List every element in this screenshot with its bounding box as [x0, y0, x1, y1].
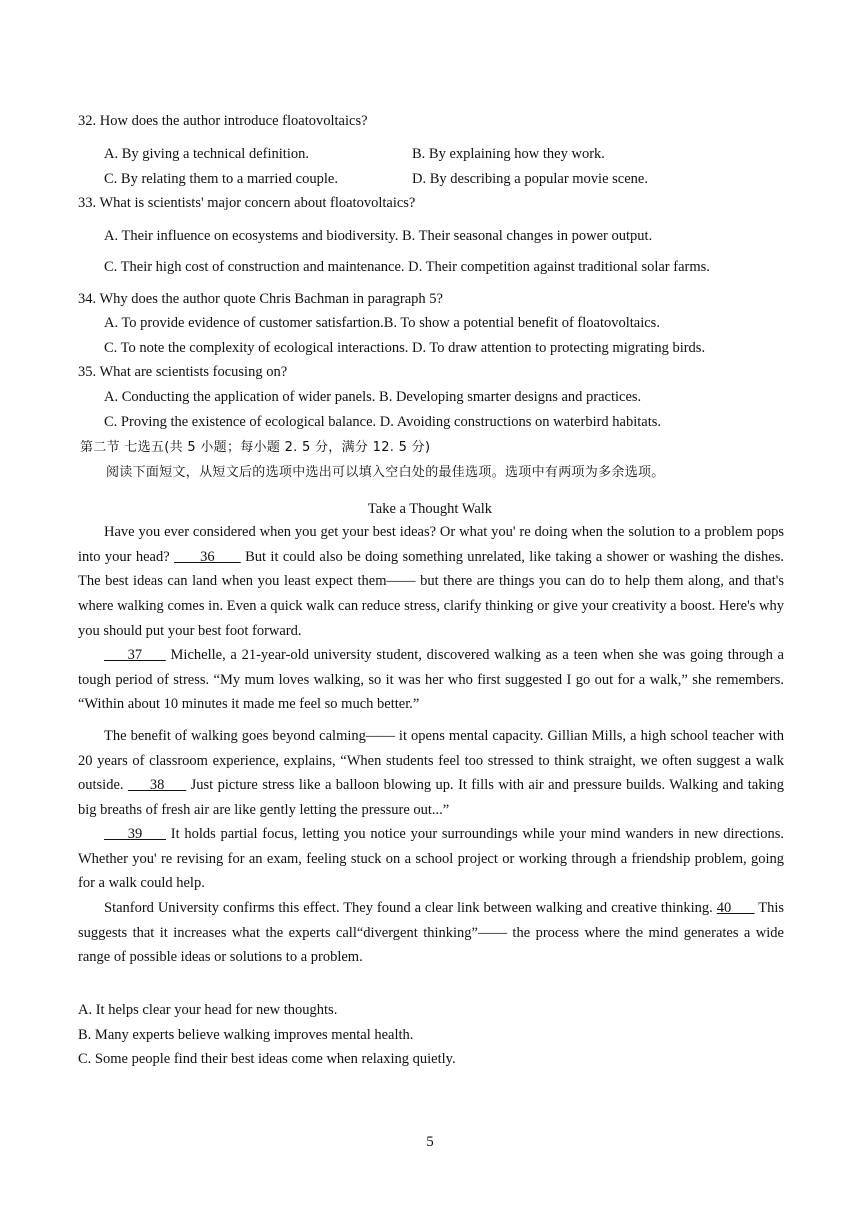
- passage-paragraph-4: [78, 822, 784, 896]
- paragraph-2-text: Michelle, a 21-year-old university student, discovered walking as a teen when she was going through a tough period of stress. “My mum loves walking, so it was her who first suggested I go out for a walk,” she remembers. “Within about 10 minutes it made me feel so much better.”: [78, 647, 784, 713]
- option-c: C. Some people find their best ideas come when relaxing quietly.: [78, 1051, 456, 1067]
- blank-38: 38: [127, 777, 187, 794]
- question-32-option-d: D. By describing a popular movie scene.: [412, 171, 648, 187]
- paragraph-3-text-b: Just picture stress like a balloon blowing up. It fills with air and pressure builds. Walking and taking big breaths of fresh air are like gently letting the pressure out...”: [78, 777, 785, 819]
- section-instruction: 阅读下面短文，从短文后的选项中选出可以填入空白处的最佳选项。选项中有两项为多余选项。: [106, 465, 665, 480]
- question-33-options-ab: A. Their influence on ecosystems and biodiversity. B. Their seasonal changes in power output.: [104, 228, 653, 244]
- passage-title: Take a Thought Walk: [367, 501, 493, 517]
- blank-39: 39: [104, 826, 166, 842]
- question-33-stem: 33. What is scientists' major concern about floatovoltaics?: [78, 195, 416, 211]
- question-35-options-cd: C. Proving the existence of ecological balance. D. Avoiding constructions on waterbird habitats.: [104, 414, 662, 430]
- passage-paragraph-5: [78, 896, 784, 970]
- passage-paragraph-1: [78, 520, 784, 644]
- paragraph-5-text-a: Stanford University confirms this effect. They found a clear link between walking and creative thinking.: [104, 900, 717, 916]
- passage-paragraph-2: [78, 643, 784, 717]
- question-34-options-cd: C. To note the complexity of ecological interactions. D. To draw attention to protecting migrating birds.: [104, 340, 706, 356]
- question-32-option-b: B. By explaining how they work.: [412, 146, 605, 162]
- paragraph-5-text-b: This suggests that it increases what the experts call“divergent thinking”—— the process where the mind generates a wide range of possible ideas or solutions to a problem.: [78, 900, 784, 966]
- blank-36: 36: [174, 548, 241, 565]
- question-33-options-cd: C. Their high cost of construction and maintenance. D. Their competition against traditional solar farms.: [104, 259, 710, 275]
- question-34-stem: 34. Why does the author quote Chris Bachman in paragraph 5?: [78, 291, 443, 307]
- question-35-stem: 35. What are scientists focusing on?: [78, 364, 288, 380]
- section-heading: 第二节 七选五(共 5 小题；每小题 2. 5 分，满分 12. 5 分): [80, 440, 431, 455]
- question-32-option-c: C. By relating them to a married couple.: [104, 171, 338, 187]
- question-32-option-a: A. By giving a technical definition.: [104, 146, 309, 162]
- option-b: B. Many experts believe walking improves mental health.: [78, 1027, 414, 1043]
- blank-37: 37: [104, 647, 166, 663]
- passage-paragraph-3: [78, 724, 784, 823]
- page-number: 5: [426, 1134, 434, 1150]
- question-35-options-ab: A. Conducting the application of wider panels. B. Developing smarter designs and practices.: [104, 389, 642, 405]
- paragraph-1-text-b: But it could also be doing something unrelated, like taking a shower or washing the dishes. The best ideas can land when you least expect them—— but there are things you can do to help them along, and that's where walking comes in. Even a quick walk can reduce stress, clarify thinking or give your creativity a boost. Here's why you should put your best foot forward.: [78, 548, 784, 639]
- paragraph-3-text-a: The benefit of walking goes beyond calming—— it opens mental capacity. Gillian Mills, a high school teacher with 20 years of classroom experience, explains, “When students feel too stressed to think straight, we often suggest a walk outside.: [78, 728, 784, 794]
- option-a: A. It helps clear your head for new thoughts.: [78, 1002, 338, 1018]
- question-32-stem: 32. How does the author introduce floatovoltaics?: [78, 113, 368, 129]
- question-34-options-ab: A. To provide evidence of customer satisfartion.B. To show a potential benefit of floatovoltaics.: [104, 315, 660, 331]
- paragraph-4-text: It holds partial focus, letting you notice your surroundings while your mind wanders in new directions. Whether you' re revising for an exam, feeling stuck on a school project or working through a friendship problem, going for a walk could help.: [78, 826, 785, 892]
- paragraph-1-text-a: Have you ever considered when you get your best ideas? Or what you' re doing when the solution to a problem pops into your head?: [78, 524, 784, 565]
- blank-40: 40: [716, 900, 755, 916]
